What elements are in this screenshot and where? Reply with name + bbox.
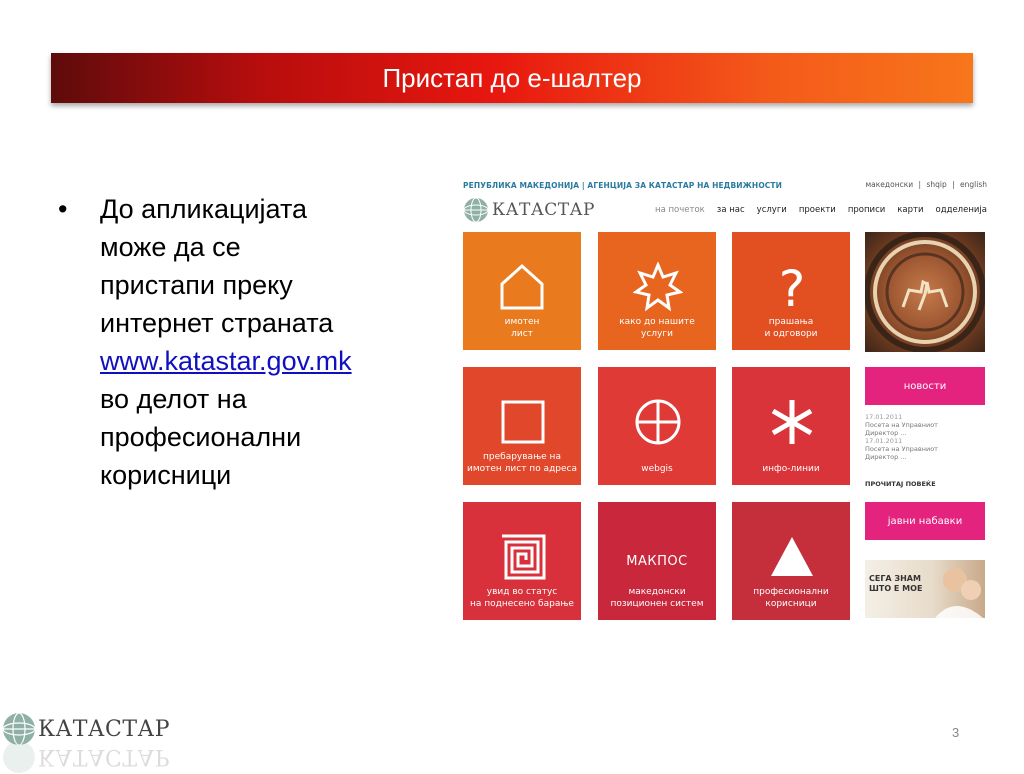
tile-label: увид во статус [486, 587, 558, 597]
lang-mk[interactable]: македонски [865, 180, 914, 189]
promo-banner[interactable] [865, 560, 985, 618]
tile-address-search[interactable] [463, 367, 581, 485]
news-date: 17.01.2011 [865, 437, 903, 445]
nav-services[interactable]: услуги [756, 205, 787, 215]
promo-text: СЕГА ЗНАМ ШТО Е МОЕ [869, 574, 923, 593]
bullet-line: До апликацијата [100, 194, 308, 224]
star-burst-icon [633, 262, 683, 312]
tile-label: лист [511, 329, 533, 339]
tile-label: како до нашите [619, 317, 695, 327]
slide-title: Пристап до е-шалтер [382, 62, 642, 93]
family-photo-icon [925, 560, 985, 618]
house-outline-icon [498, 262, 546, 312]
katastar-link[interactable]: www.katastar.gov.mk [100, 346, 352, 376]
tile-makpos[interactable] [598, 502, 716, 620]
nav-home[interactable]: на почеток [655, 205, 705, 215]
procurement-button[interactable]: јавни набавки [865, 502, 985, 540]
tile-services[interactable] [598, 232, 716, 350]
footer-logo-reflection [2, 740, 170, 774]
site-nav [655, 205, 987, 215]
site-logo-text: КАТАСТАР [492, 200, 595, 220]
tile-label: професионални [753, 587, 829, 597]
asterisk-icon [767, 397, 817, 447]
mosaic-image [865, 232, 985, 352]
nav-about[interactable]: за нас [716, 205, 745, 215]
footer-logo-reflection-text: КАТАСТАР [38, 744, 170, 770]
lang-sep: | [952, 180, 955, 189]
bullet-dot: • [58, 194, 68, 224]
bullet-line: може да се [100, 232, 241, 262]
tile-professional-users[interactable] [732, 502, 850, 620]
nav-departments[interactable]: одделенија [935, 205, 987, 215]
globe-logo-icon [463, 197, 489, 223]
tile-label: услуги [641, 329, 673, 339]
bullet-line: пристапи преку [100, 270, 293, 300]
bullet-line: во делот на [100, 384, 247, 414]
nav-projects[interactable]: проекти [798, 205, 836, 215]
tile-webgis[interactable] [598, 367, 716, 485]
tile-property-sheet[interactable] [463, 232, 581, 350]
svg-text:?: ? [778, 262, 806, 312]
tile-faq[interactable] [732, 232, 850, 350]
nav-maps[interactable]: карти [897, 205, 924, 215]
read-more-link[interactable]: ПРОЧИТАЈ ПОВЕЌЕ [865, 480, 936, 488]
question-mark-icon [767, 262, 817, 312]
lang-en[interactable]: english [960, 180, 987, 189]
tile-label: пребарување на [483, 452, 561, 462]
bullet-line: професионални [100, 422, 302, 452]
crosshair-circle-icon [633, 397, 683, 447]
footer-logo-text: КАТАСТАР [38, 716, 170, 742]
nav-regulations[interactable]: прописи [847, 205, 886, 215]
site-header-line: РЕПУБЛИКА МАКЕДОНИЈА | АГЕНЦИЈА ЗА КАТАСТАР НА НЕДВИЖНОСТИ [463, 181, 782, 190]
tile-request-status[interactable] [463, 502, 581, 620]
news-button[interactable]: новости [865, 367, 985, 405]
tile-label: имотен лист по адреса [466, 464, 578, 474]
bullet-text [100, 190, 430, 494]
bullet-line: корисници [100, 460, 232, 490]
mosaic-deer-icon [865, 232, 985, 352]
bullet-line: интернет страната [100, 308, 334, 338]
news-item[interactable]: Посета на Управниот [865, 445, 938, 453]
square-outline-icon [498, 397, 548, 447]
tile-label: прашања [768, 317, 814, 327]
tile-label: имотен [504, 317, 540, 327]
slide-title-bar [51, 53, 973, 103]
news-item[interactable]: Посета на Управниот [865, 421, 938, 429]
triangle-icon [767, 532, 817, 582]
tile-label: македонски [628, 587, 686, 597]
news-item[interactable]: Директор ... [865, 453, 907, 461]
news-item[interactable]: Директор ... [865, 429, 907, 437]
tile-label: инфо-линии [762, 464, 820, 474]
lang-sep: | [918, 180, 922, 189]
website-screenshot [455, 175, 995, 630]
tile-label: webgis [641, 464, 673, 474]
lang-sq[interactable]: shqip [926, 180, 947, 189]
globe-logo-icon [2, 740, 36, 774]
tile-label: позиционен систем [610, 599, 704, 609]
meander-icon [498, 532, 548, 582]
tile-label: корисници [765, 599, 817, 609]
makpos-title: МАКПОС [626, 554, 688, 569]
news-list [865, 413, 990, 461]
site-logo[interactable] [463, 197, 595, 223]
news-date: 17.01.2011 [865, 413, 903, 421]
language-switcher [863, 180, 987, 189]
page-number: 3 [952, 725, 960, 740]
tile-info-lines[interactable] [732, 367, 850, 485]
tile-label: на поднесено барање [470, 599, 574, 609]
tile-label: и одговори [764, 329, 818, 339]
